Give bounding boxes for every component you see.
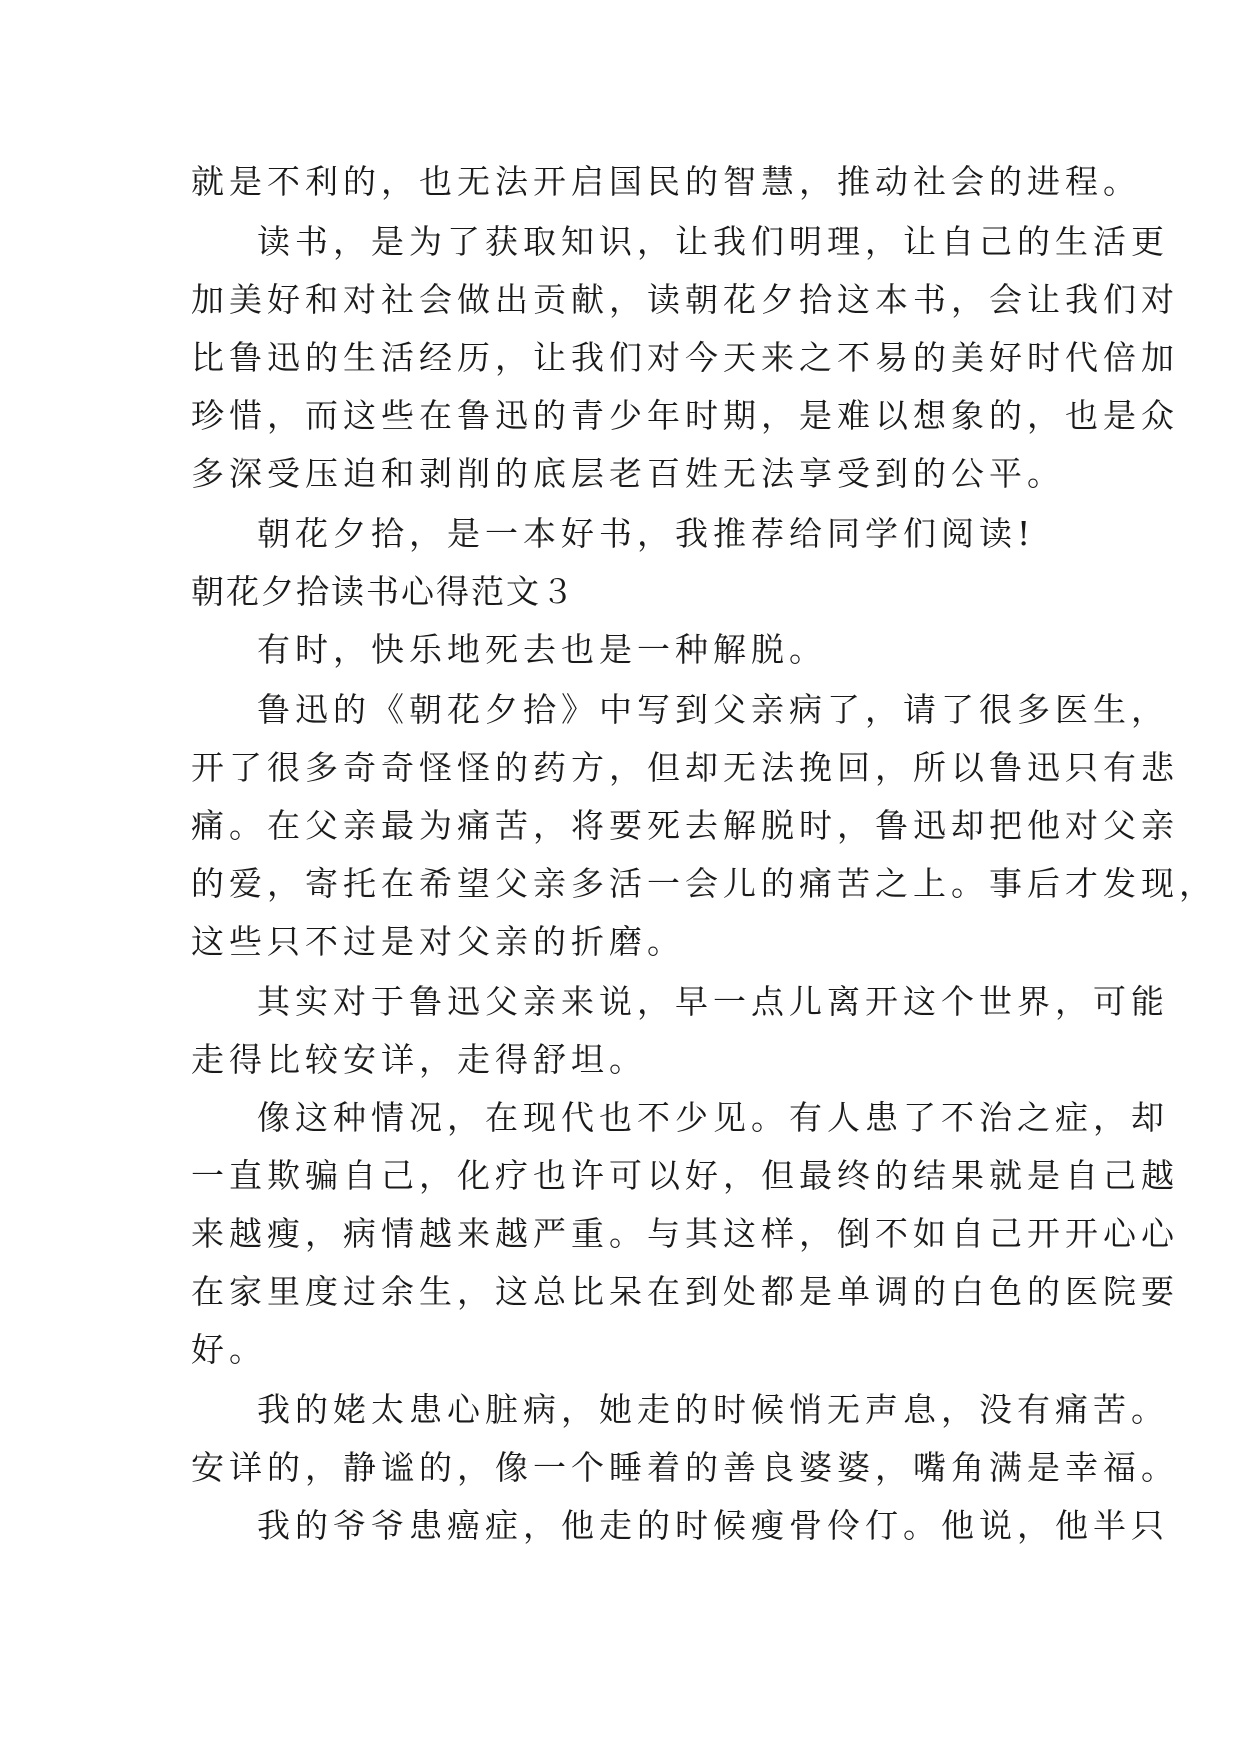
- paragraph-first-line: 其实对于鲁迅父亲来说，早一点儿离开这个世界，可能: [257, 982, 1169, 1021]
- text-line: 的爱，寄托在希望父亲多活一会儿的痛苦之上。事后才发现，: [191, 864, 1217, 903]
- paragraph-first-line: 读书，是为了获取知识，让我们明理，让自己的生活更: [257, 222, 1169, 261]
- text-line: 加美好和对社会做出贡献，读朝花夕拾这本书，会让我们对: [191, 280, 1179, 319]
- text-line: 走得比较安详，走得舒坦。: [191, 1040, 647, 1079]
- paragraph-first-line: 我的姥太患心脏病，她走的时候悄无声息，没有痛苦。: [257, 1390, 1169, 1429]
- paragraph-first-line: 像这种情况，在现代也不少见。有人患了不治之症，却: [257, 1098, 1169, 1137]
- text-line: 开了很多奇奇怪怪的药方，但却无法挽回，所以鲁迅只有悲: [191, 748, 1179, 787]
- text-line: 这些只不过是对父亲的折磨。: [191, 922, 685, 961]
- text-line: 多深受压迫和剥削的底层老百姓无法享受到的公平。: [191, 454, 1065, 493]
- text-line: 一直欺骗自己，化疗也许可以好，但最终的结果就是自己越: [191, 1156, 1179, 1195]
- text-line: 好。: [191, 1330, 267, 1369]
- text-line: 珍惜，而这些在鲁迅的青少年时期，是难以想象的，也是众: [191, 396, 1179, 435]
- paragraph-first-line: 有时，快乐地死去也是一种解脱。: [257, 630, 827, 669]
- paragraph-first-line: 朝花夕拾，是一本好书，我推荐给同学们阅读!: [257, 514, 1036, 553]
- text-line: 来越瘦，病情越来越严重。与其这样，倒不如自己开开心心: [191, 1214, 1179, 1253]
- text-line: 痛。在父亲最为痛苦，将要死去解脱时，鲁迅却把他对父亲: [191, 806, 1179, 845]
- text-line: 比鲁迅的生活经历，让我们对今天来之不易的美好时代倍加: [191, 338, 1179, 377]
- text-line: 就是不利的，也无法开启国民的智慧，推动社会的进程。: [191, 162, 1141, 201]
- paragraph-first-line: 我的爷爷患癌症，他走的时候瘦骨伶仃。他说，他半只: [257, 1506, 1169, 1545]
- section-heading: 朝花夕拾读书心得范文３: [191, 572, 576, 611]
- text-line: 安详的，静谧的，像一个睡着的善良婆婆，嘴角满是幸福。: [191, 1448, 1179, 1487]
- paragraph-first-line: 鲁迅的《朝花夕拾》中写到父亲病了，请了很多医生，: [257, 690, 1169, 729]
- text-line: 在家里度过余生，这总比呆在到处都是单调的白色的医院要: [191, 1272, 1179, 1311]
